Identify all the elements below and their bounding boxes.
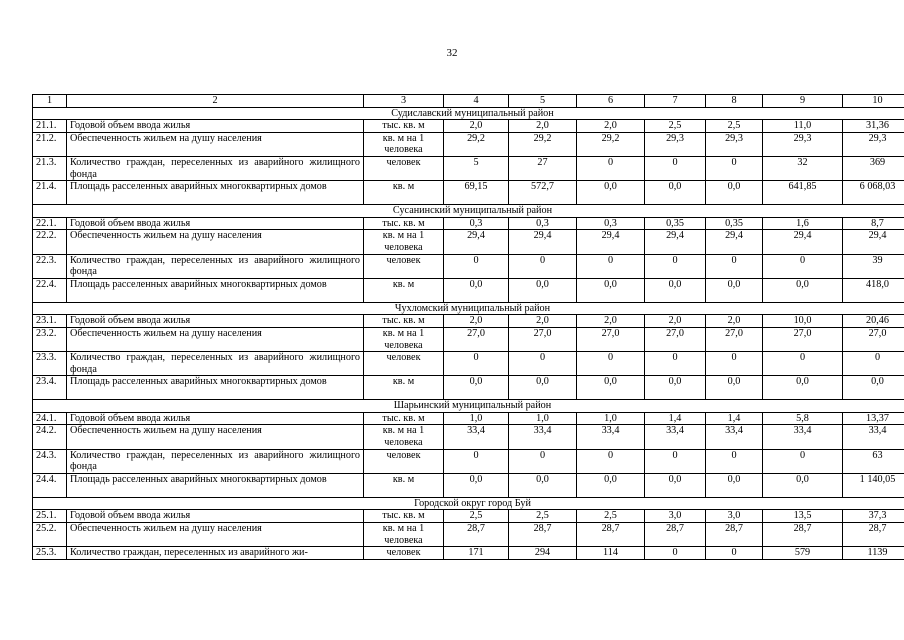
value-cell: 8,7 [843,217,904,230]
indicator-name: Обеспеченность жильем на душу населения [67,132,364,156]
unit-cell: тыс. кв. м [364,120,444,133]
table-row [33,230,904,254]
value-cell: 0 [577,156,645,180]
table-row [33,376,904,400]
value-cell: 0 [577,254,645,278]
value-cell: 0,0 [645,278,706,302]
value-cell: 0 [509,254,577,278]
value-cell: 13,5 [763,510,843,523]
page-number: 32 [446,47,458,59]
row-number: 22.4. [33,278,67,302]
unit-cell: тыс. кв. м [364,510,444,523]
row-number: 21.3. [33,156,67,180]
value-cell: 2,0 [645,315,706,328]
value-cell: 2,0 [706,315,763,328]
section-row [33,302,904,315]
section-title: Чухломский муниципальный район [33,302,904,315]
value-cell: 0,0 [706,473,763,497]
value-cell: 2,5 [645,120,706,133]
header-cell-8: 8 [706,95,763,108]
value-cell: 27,0 [763,327,843,351]
value-cell: 29,3 [645,132,706,156]
indicator-name: Количество граждан, переселенных из аварийного жилищного фонда [67,449,364,473]
value-cell: 29,2 [577,132,645,156]
indicator-name: Годовой объем ввода жилья [67,315,364,328]
value-cell: 29,4 [509,230,577,254]
value-cell: 29,4 [706,230,763,254]
value-cell: 29,2 [509,132,577,156]
value-cell: 0 [577,449,645,473]
value-cell: 0,0 [706,278,763,302]
value-cell: 29,4 [645,230,706,254]
table-row [33,120,904,133]
unit-cell: тыс. кв. м [364,412,444,425]
header-cell-1: 1 [33,95,67,108]
value-cell: 0 [645,352,706,376]
value-cell: 1139 [843,547,904,560]
row-number: 23.1. [33,315,67,328]
value-cell: 63 [843,449,904,473]
value-cell: 29,4 [577,230,645,254]
unit-cell: человек [364,156,444,180]
indicator-name: Количество граждан, переселенных из аварийного жилищного фонда [67,352,364,376]
value-cell: 29,2 [444,132,509,156]
indicator-name: Обеспеченность жильем на душу населения [67,327,364,351]
value-cell: 31,36 [843,120,904,133]
row-number: 24.2. [33,425,67,449]
value-cell: 28,7 [843,523,904,547]
value-cell: 1,4 [645,412,706,425]
row-number: 24.4. [33,473,67,497]
section-title: Сусанинский муниципальный район [33,205,904,218]
value-cell: 28,7 [444,523,509,547]
value-cell: 0,0 [577,376,645,400]
indicator-name: Площадь расселенных аварийных многоквартирных домов [67,376,364,400]
value-cell: 27,0 [444,327,509,351]
table-row [33,412,904,425]
value-cell: 0,3 [577,217,645,230]
value-cell: 0 [843,352,904,376]
row-number: 23.3. [33,352,67,376]
unit-cell: тыс. кв. м [364,217,444,230]
header-cell-4: 4 [444,95,509,108]
value-cell: 13,37 [843,412,904,425]
value-cell: 10,0 [763,315,843,328]
value-cell: 0,0 [509,473,577,497]
value-cell: 20,46 [843,315,904,328]
value-cell: 5 [444,156,509,180]
unit-cell: кв. м на 1 человека [364,327,444,351]
value-cell: 33,4 [763,425,843,449]
value-cell: 0 [444,352,509,376]
value-cell: 2,0 [444,315,509,328]
indicator-name: Годовой объем ввода жилья [67,120,364,133]
header-cell-5: 5 [509,95,577,108]
value-cell: 29,4 [763,230,843,254]
unit-cell: человек [364,449,444,473]
value-cell: 27,0 [645,327,706,351]
table-row [33,181,904,205]
value-cell: 0 [509,352,577,376]
value-cell: 0 [763,352,843,376]
value-cell: 29,4 [843,230,904,254]
unit-cell: кв. м на 1 человека [364,132,444,156]
value-cell: 33,4 [577,425,645,449]
value-cell: 0 [706,254,763,278]
value-cell: 641,85 [763,181,843,205]
value-cell: 0,0 [645,181,706,205]
value-cell: 0 [444,254,509,278]
value-cell: 369 [843,156,904,180]
value-cell: 0,0 [509,376,577,400]
value-cell: 2,5 [706,120,763,133]
indicator-name: Количество граждан, переселенных из аварийного жилищного фонда [67,156,364,180]
row-number: 22.2. [33,230,67,254]
value-cell: 33,4 [645,425,706,449]
row-number: 25.1. [33,510,67,523]
value-cell: 294 [509,547,577,560]
section-row [33,400,904,413]
value-cell: 27,0 [843,327,904,351]
value-cell: 29,3 [763,132,843,156]
value-cell: 1,0 [509,412,577,425]
header-cell-6: 6 [577,95,645,108]
header-cell-3: 3 [364,95,444,108]
row-number: 23.4. [33,376,67,400]
value-cell: 39 [843,254,904,278]
value-cell: 0 [706,449,763,473]
value-cell: 0 [763,254,843,278]
header-cell-7: 7 [645,95,706,108]
value-cell: 2,5 [444,510,509,523]
value-cell: 171 [444,547,509,560]
header-cell-2: 2 [67,95,364,108]
value-cell: 33,4 [509,425,577,449]
value-cell: 0 [645,156,706,180]
section-title: Городской округ город Буй [33,497,904,510]
section-title: Шарьинский муниципальный район [33,400,904,413]
indicators-table [32,94,904,560]
header-cell-9: 9 [763,95,843,108]
value-cell: 0,0 [509,278,577,302]
value-cell: 27,0 [577,327,645,351]
row-number: 25.2. [33,523,67,547]
table-row [33,156,904,180]
table-row [33,473,904,497]
unit-cell: кв. м [364,181,444,205]
value-cell: 33,4 [843,425,904,449]
value-cell: 3,0 [645,510,706,523]
indicator-name: Обеспеченность жильем на душу населения [67,425,364,449]
value-cell: 1,4 [706,412,763,425]
indicator-name: Площадь расселенных аварийных многоквартирных домов [67,473,364,497]
value-cell: 114 [577,547,645,560]
value-cell: 0,0 [645,473,706,497]
indicator-name: Годовой объем ввода жилья [67,510,364,523]
table-row [33,425,904,449]
value-cell: 0,35 [706,217,763,230]
row-number: 21.4. [33,181,67,205]
value-cell: 3,0 [706,510,763,523]
value-cell: 0,0 [763,473,843,497]
value-cell: 0,35 [645,217,706,230]
row-number: 25.3. [33,547,67,560]
value-cell: 0 [509,449,577,473]
header-cell-10: 10 [843,95,904,108]
unit-cell: тыс. кв. м [364,315,444,328]
value-cell: 0 [645,254,706,278]
value-cell: 2,0 [577,120,645,133]
value-cell: 6 068,03 [843,181,904,205]
table-row [33,449,904,473]
indicator-name: Площадь расселенных аварийных многоквартирных домов [67,278,364,302]
value-cell: 0 [444,449,509,473]
value-cell: 2,0 [509,120,577,133]
value-cell: 29,4 [444,230,509,254]
table-row [33,315,904,328]
section-title: Судиславский муниципальный район [33,107,904,120]
unit-cell: кв. м [364,278,444,302]
table-row [33,547,904,560]
value-cell: 1,0 [577,412,645,425]
row-number: 22.3. [33,254,67,278]
unit-cell: человек [364,254,444,278]
value-cell: 28,7 [577,523,645,547]
value-cell: 28,7 [509,523,577,547]
indicator-name: Обеспеченность жильем на душу населения [67,523,364,547]
indicator-name: Годовой объем ввода жилья [67,412,364,425]
value-cell: 579 [763,547,843,560]
section-row [33,497,904,510]
value-cell: 37,3 [843,510,904,523]
value-cell: 0 [577,352,645,376]
value-cell: 0,0 [763,376,843,400]
value-cell: 2,5 [509,510,577,523]
value-cell: 0,0 [843,376,904,400]
unit-cell: кв. м на 1 человека [364,523,444,547]
value-cell: 0,3 [444,217,509,230]
row-number: 22.1. [33,217,67,230]
value-cell: 0,3 [509,217,577,230]
row-number: 21.2. [33,132,67,156]
value-cell: 0,0 [444,376,509,400]
value-cell: 27,0 [509,327,577,351]
section-row [33,107,904,120]
value-cell: 5,8 [763,412,843,425]
value-cell: 0,0 [444,278,509,302]
unit-cell: кв. м [364,473,444,497]
value-cell: 28,7 [645,523,706,547]
value-cell: 27 [509,156,577,180]
value-cell: 2,5 [577,510,645,523]
value-cell: 1 140,05 [843,473,904,497]
unit-cell: человек [364,352,444,376]
value-cell: 0,0 [577,181,645,205]
header-row [33,95,904,108]
table-row [33,352,904,376]
row-number: 24.1. [33,412,67,425]
value-cell: 2,0 [509,315,577,328]
table-row [33,510,904,523]
value-cell: 28,7 [706,523,763,547]
row-number: 21.1. [33,120,67,133]
value-cell: 0 [706,352,763,376]
value-cell: 0 [706,547,763,560]
value-cell: 11,0 [763,120,843,133]
table-row [33,217,904,230]
table-row [33,327,904,351]
value-cell: 32 [763,156,843,180]
value-cell: 0 [645,449,706,473]
unit-cell: кв. м на 1 человека [364,425,444,449]
table-body [33,95,904,560]
table-row [33,132,904,156]
value-cell: 1,0 [444,412,509,425]
value-cell: 572,7 [509,181,577,205]
table-row [33,254,904,278]
unit-cell: человек [364,547,444,560]
value-cell: 0,0 [645,376,706,400]
value-cell: 29,3 [706,132,763,156]
row-number: 23.2. [33,327,67,351]
value-cell: 2,0 [577,315,645,328]
value-cell: 0,0 [763,278,843,302]
value-cell: 0,0 [577,473,645,497]
value-cell: 0 [763,449,843,473]
value-cell: 1,6 [763,217,843,230]
table-row [33,523,904,547]
value-cell: 29,3 [843,132,904,156]
value-cell: 0,0 [444,473,509,497]
indicator-name: Количество граждан, переселенных из аварийного жилищного фонда [67,254,364,278]
value-cell: 0 [645,547,706,560]
indicator-name: Площадь расселенных аварийных многоквартирных домов [67,181,364,205]
indicator-name: Обеспеченность жильем на душу населения [67,230,364,254]
row-number: 24.3. [33,449,67,473]
value-cell: 69,15 [444,181,509,205]
indicator-name: Количество граждан, переселенных из аварийного жи- [67,547,364,560]
value-cell: 0,0 [706,181,763,205]
value-cell: 2,0 [444,120,509,133]
value-cell: 0 [706,156,763,180]
unit-cell: кв. м [364,376,444,400]
value-cell: 33,4 [444,425,509,449]
value-cell: 33,4 [706,425,763,449]
value-cell: 0,0 [706,376,763,400]
value-cell: 28,7 [763,523,843,547]
unit-cell: кв. м на 1 человека [364,230,444,254]
section-row [33,205,904,218]
indicator-name: Годовой объем ввода жилья [67,217,364,230]
table-row [33,278,904,302]
value-cell: 27,0 [706,327,763,351]
value-cell: 418,0 [843,278,904,302]
value-cell: 0,0 [577,278,645,302]
